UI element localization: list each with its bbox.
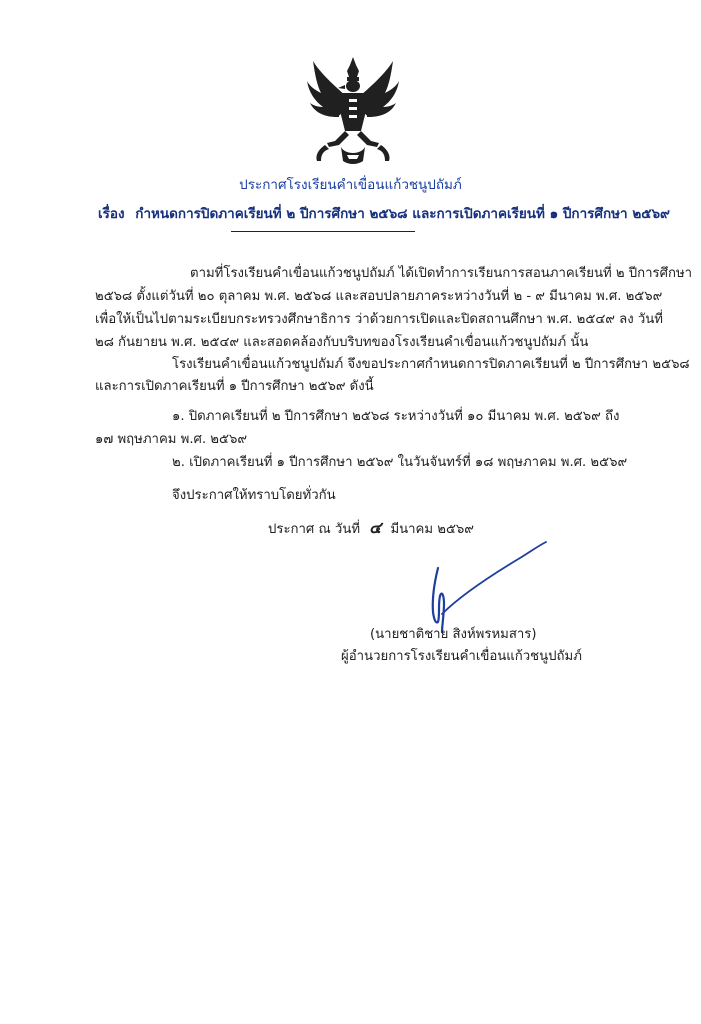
paragraph1-line1: ตามที่โรงเรียนคำเขื่อนแก้วชนูปถัมภ์ ได้เปิดทำการเรียนการสอนภาคเรียนที่ ๒ ปีการศึกษา — [190, 266, 693, 281]
announcement-title: ประกาศโรงเรียนคำเขื่อนแก้วชนูปถัมภ์ — [239, 177, 462, 193]
paragraph1-line4: ๒๘ กันยายน พ.ศ. ๒๕๔๙ และสอดคล้องกับบริบทของโรงเรียนคำเขื่อนแก้วชนูปถัมภ์ นั้น — [95, 335, 589, 350]
subject-text: กำหนดการปิดภาคเรียนที่ ๒ ปีการศึกษา ๒๕๖๘ และการเปิดภาคเรียนที่ ๑ ปีการศึกษา ๒๕๖๙ — [135, 206, 670, 222]
item1-line2: ๑๗ พฤษภาคม พ.ศ. ๒๕๖๙ — [95, 432, 247, 447]
title-divider — [231, 231, 415, 232]
subject-label: เรื่อง — [98, 206, 125, 222]
subject-line — [98, 202, 670, 224]
issued-month-year: มีนาคม ๒๕๖๙ — [390, 522, 474, 537]
notice-line: จึงประกาศให้ทราบโดยทั่วกัน — [172, 488, 336, 503]
signer-title: ผู้อำนวยการโรงเรียนคำเขื่อนแก้วชนูปถัมภ์ — [341, 649, 582, 664]
issued-day: ๔ — [369, 518, 382, 537]
garuda-emblem-icon — [305, 55, 401, 167]
paragraph2-line1: โรงเรียนคำเขื่อนแก้วชนูปถัมภ์ จึงขอประกาศกำหนดการปิดภาคเรียนที่ ๒ ปีการศึกษา ๒๕๖๘ — [172, 357, 690, 372]
handwritten-signature — [420, 536, 550, 636]
paragraph2-line2: และการเปิดภาคเรียนที่ ๑ ปีการศึกษา ๒๕๖๙ ดังนี้ — [95, 379, 374, 394]
item1-line1: ๑. ปิดภาคเรียนที่ ๒ ปีการศึกษา ๒๕๖๘ ระหว่างวันที่ ๑๐ มีนาคม พ.ศ. ๒๕๖๙ ถึง — [172, 409, 620, 424]
paragraph1-line3: เพื่อให้เป็นไปตามระเบียบกระทรวงศึกษาธิการ ว่าด้วยการเปิดและปิดสถานศึกษา พ.ศ. ๒๕๔๙ ลง วันที่ — [95, 312, 663, 327]
issued-prefix: ประกาศ ณ วันที่ — [268, 522, 361, 537]
item2-line: ๒. เปิดภาคเรียนที่ ๑ ปีการศึกษา ๒๕๖๙ ในวันจันทร์ที่ ๑๘ พฤษภาคม พ.ศ. ๒๕๖๙ — [172, 455, 628, 470]
signer-name: (นายชาติชาย สิงห์พรหมสาร) — [370, 627, 537, 642]
paragraph1-line2: ๒๕๖๘ ตั้งแต่วันที่ ๒๐ ตุลาคม พ.ศ. ๒๕๖๘ และสอบปลายภาคระหว่างวันที่ ๒ - ๙ มีนาคม พ.ศ. ๒๕๖๙ — [95, 289, 663, 304]
